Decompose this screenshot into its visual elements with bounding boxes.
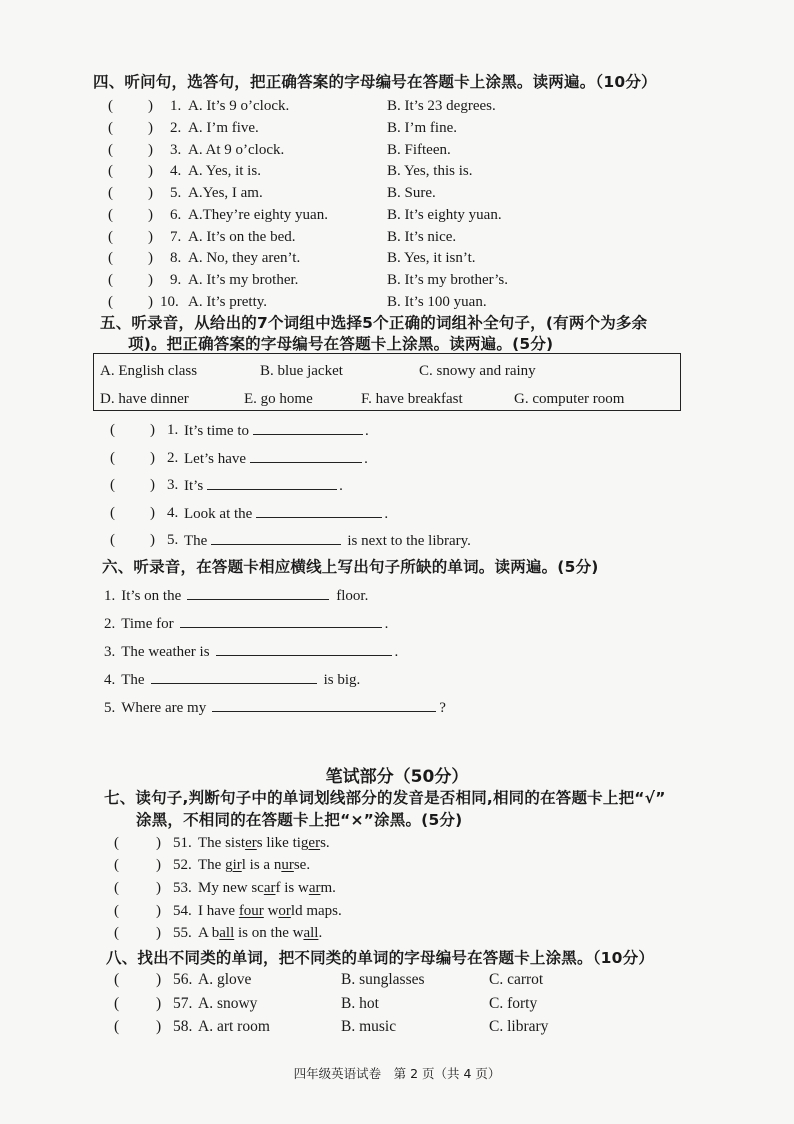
question-row [0,248,794,268]
fill-in-row [104,697,446,717]
answer-blank [216,641,392,656]
odd-one-out-row [0,994,794,1014]
answer-paren-close: ) [156,995,162,1012]
option-c-text: C. library [489,1018,549,1035]
underlined-sound: all [303,925,319,941]
answer-blank [212,697,436,712]
option-a-text: A. glove [198,971,252,988]
question-number: 54. [173,903,192,919]
option-a-text: A. No, they aren’t. [188,250,301,266]
answer-paren-close: ) [148,207,153,223]
sentence-start: Let’s have [184,451,247,467]
question-number: 56. [173,971,193,988]
section-8-title: 八、找出不同类的单词，把不同类的单词的字母编号在答题卡上涂黑。（10分） [106,949,655,967]
sentence-part: A b [198,925,220,941]
option-a: A. English class [100,363,198,379]
answer-blank [187,585,329,600]
answer-paren-open: ( [108,294,113,310]
answer-paren-close: ) [156,971,162,988]
sentence-part: m. [320,880,336,896]
answer-paren-open: ( [110,477,115,493]
option-b-text: B. Yes, it isn’t. [387,250,476,266]
question-row [0,205,794,225]
sentence [184,475,343,496]
option-a-text: A. It’s 9 o’clock. [188,98,290,114]
answer-paren-close: ) [150,450,155,466]
sentence-end: . [384,506,389,522]
answer-paren-open: ( [114,835,119,851]
sentence [184,503,388,524]
sentence-start: The [121,672,145,688]
answer-paren-close: ) [156,880,161,896]
sentence [198,833,330,853]
sentence-start: It’s time to [184,423,249,439]
question-number: 7. [170,229,182,245]
option-b-text: B. sunglasses [341,971,425,988]
sentence [198,878,336,898]
odd-one-out-row [0,1017,794,1037]
answer-paren-open: ( [108,185,113,201]
question-number: 5. [170,185,182,201]
section-5-title-line1: 五、听录音，从给出的7个词组中选择5个正确的词组补全句子，(有两个为多余 [100,314,648,332]
sentence-part: is on the w [234,925,304,941]
question-number: 1. [104,588,116,604]
pronunciation-row [0,878,794,898]
section-7-title-line1: 七、读句子,判断句子中的单词划线部分的发音是否相同,相同的在答题卡上把“√” [104,789,666,807]
sentence-part: My new sc [198,880,264,896]
answer-blank [151,669,317,684]
option-d: D. have dinner [100,391,189,407]
question-number: 58. [173,1018,193,1035]
option-a-text: A.Yes, I am. [188,185,263,201]
sentence-start: Look at the [184,506,253,522]
sentence-part: s. [320,835,330,851]
answer-paren-close: ) [148,229,153,245]
answer-paren-close: ) [148,98,153,114]
option-b-text: B. Sure. [387,185,436,201]
option-b-text: B. It’s 100 yuan. [387,294,487,310]
answer-paren-open: ( [114,880,119,896]
question-row [0,227,794,247]
option-a-text: A. snowy [198,995,258,1012]
question-number: 8. [170,250,182,266]
answer-paren-close: ) [148,163,153,179]
underlined-sound: ar [263,880,276,896]
question-number: 4. [170,163,182,179]
sentence-end: . [365,423,369,439]
sentence [198,855,310,875]
fill-in-row [0,530,794,550]
underlined-sound: er [308,835,321,851]
answer-paren-close: ) [148,272,153,288]
written-part-title: 笔试部分（50分） [325,767,469,787]
sentence [184,420,369,441]
question-number: 6. [170,207,182,223]
option-a-text: A. It’s on the bed. [188,229,296,245]
option-c: C. snowy and rainy [419,363,536,379]
pronunciation-row [0,901,794,921]
answer-paren-open: ( [108,120,113,136]
answer-paren-open: ( [110,505,115,521]
answer-blank [207,475,337,490]
answer-blank [253,420,363,435]
option-b-text: B. Fifteen. [387,142,451,158]
question-number: 1. [167,422,179,438]
option-b-text: B. It’s eighty yuan. [387,207,502,223]
sentence-end: ? [439,700,446,716]
answer-paren-open: ( [114,1018,120,1035]
answer-paren-close: ) [148,250,153,266]
question-number: 1. [170,98,182,114]
fill-in-row [0,448,794,468]
page-footer: 四年级英语试卷 第 2 页（共 4 页） [293,1066,501,1081]
answer-paren-open: ( [110,450,115,466]
fill-in-row [0,475,794,495]
answer-paren-open: ( [110,532,115,548]
question-number: 52. [173,857,192,873]
option-f: F. have breakfast [361,391,463,407]
underlined-sound: or [278,903,291,919]
question-number: 9. [170,272,182,288]
question-number: 5. [167,532,179,548]
answer-paren-close: ) [156,1018,162,1035]
answer-paren-close: ) [148,294,153,310]
underlined-sound: four [238,903,264,919]
sentence-start: Time for [121,616,174,632]
question-number: 3. [104,644,116,660]
answer-blank [180,613,382,628]
sentence-end: is next to the library. [347,533,471,549]
sentence [184,448,368,469]
question-number: 2. [170,120,182,136]
pronunciation-row [0,923,794,943]
answer-paren-open: ( [108,142,113,158]
sentence-end: . [364,451,368,467]
question-number: 3. [167,477,179,493]
question-number: 4. [167,505,179,521]
pronunciation-row [0,855,794,875]
sentence-part: f is w [275,880,309,896]
question-number: 10. [160,294,179,310]
question-number: 57. [173,995,193,1012]
option-a-text: A. Yes, it is. [188,163,261,179]
answer-paren-open: ( [108,229,113,245]
answer-paren-close: ) [150,532,155,548]
answer-paren-open: ( [114,925,119,941]
sentence-part: w [263,903,279,919]
sentence-end: . [339,478,343,494]
answer-paren-open: ( [108,272,113,288]
option-b-text: B. music [341,1018,397,1035]
option-a-text: A. I’m five. [188,120,259,136]
sentence [198,901,342,921]
sentence-part: se. [293,857,311,873]
sentence [198,923,322,943]
odd-one-out-row [0,970,794,990]
answer-blank [256,503,382,518]
section-6-title: 六、听录音，在答题卡相应横线上写出句子所缺的单词。读两遍。(5分) [102,558,599,576]
answer-paren-close: ) [156,925,161,941]
underlined-sound: all [219,925,235,941]
sentence-start: It’s [184,478,204,494]
option-b-text: B. It’s nice. [387,229,457,245]
sentence-part: l is a n [241,857,282,873]
sentence-end: is big. [323,672,361,688]
option-a-text: A. At 9 o’clock. [188,142,285,158]
answer-paren-open: ( [108,98,113,114]
question-number: 55. [173,925,192,941]
answer-paren-open: ( [108,163,113,179]
answer-paren-close: ) [150,505,155,521]
question-number: 51. [173,835,192,851]
option-a-text: A. It’s my brother. [188,272,299,288]
sentence-start: The [184,533,208,549]
sentence-part: The g [198,857,233,873]
option-b-text: B. It’s my brother’s. [387,272,508,288]
answer-paren-open: ( [108,207,113,223]
answer-paren-close: ) [156,835,161,851]
sentence-part: s like tig [256,835,309,851]
option-b-text: B. I’m fine. [387,120,457,136]
question-row [0,161,794,181]
option-c-text: C. forty [489,995,538,1012]
fill-in-row [104,641,398,661]
answer-paren-open: ( [110,422,115,438]
sentence-part: I have [198,903,239,919]
answer-paren-open: ( [114,903,119,919]
option-a-text: A.They’re eighty yuan. [188,207,328,223]
section-4-title: 四、听问句，选答句，把正确答案的字母编号在答题卡上涂黑。读两遍。（10分） [93,73,657,91]
underlined-sound: er [245,835,257,851]
question-number: 53. [173,880,192,896]
answer-paren-open: ( [114,857,119,873]
word-options-box [93,353,681,411]
option-a-text: A. It’s pretty. [188,294,268,310]
option-g: G. computer room [514,391,625,407]
answer-paren-close: ) [148,120,153,136]
answer-paren-close: ) [148,142,153,158]
section-5-title-line2: 项)。把正确答案的字母编号在答题卡上涂黑。读两遍。(5分) [128,335,554,353]
question-row [0,270,794,290]
underlined-sound: ur [281,857,294,873]
sentence-part: . [318,925,323,941]
sentence-start: It’s on the [121,588,182,604]
answer-paren-close: ) [156,857,161,873]
option-b-text: B. It’s 23 degrees. [387,98,496,114]
question-number: 3. [170,142,182,158]
option-c-text: C. carrot [489,971,544,988]
option-a-text: A. art room [198,1018,270,1035]
option-b-text: B. Yes, this is. [387,163,473,179]
sentence-end: . [384,616,389,632]
sentence-end: . [394,644,399,660]
option-e: E. go home [244,391,313,407]
answer-paren-open: ( [108,250,113,266]
option-b-text: B. hot [341,995,379,1012]
fill-in-row [104,585,368,605]
sentence-start: Where are my [121,700,207,716]
section-7-title-line2: 涂黑，不相同的在答题卡上把“×”涂黑。(5分) [136,811,463,829]
sentence-part: The sist [198,835,246,851]
fill-in-row [104,669,360,689]
question-number: 4. [104,672,116,688]
question-row [0,140,794,160]
sentence-end: floor. [336,588,369,604]
answer-paren-close: ) [156,903,161,919]
answer-paren-close: ) [150,422,155,438]
fill-in-row [0,420,794,440]
sentence-part: ld maps. [290,903,342,919]
sentence-start: The weather is [121,644,210,660]
fill-in-row [0,503,794,523]
answer-blank [211,530,341,545]
sentence [184,530,471,551]
question-row [0,96,794,116]
answer-paren-close: ) [150,477,155,493]
question-row [0,118,794,138]
fill-in-row [104,613,388,633]
answer-paren-open: ( [114,995,120,1012]
answer-paren-close: ) [148,185,153,201]
underlined-sound: ir [232,857,242,873]
question-number: 5. [104,700,116,716]
option-b: B. blue jacket [260,363,343,379]
question-number: 2. [167,450,179,466]
question-row [0,183,794,203]
answer-paren-open: ( [114,971,120,988]
question-number: 2. [104,616,116,632]
underlined-sound: ar [308,880,321,896]
answer-blank [250,448,362,463]
question-row [0,292,794,312]
pronunciation-row [0,833,794,853]
